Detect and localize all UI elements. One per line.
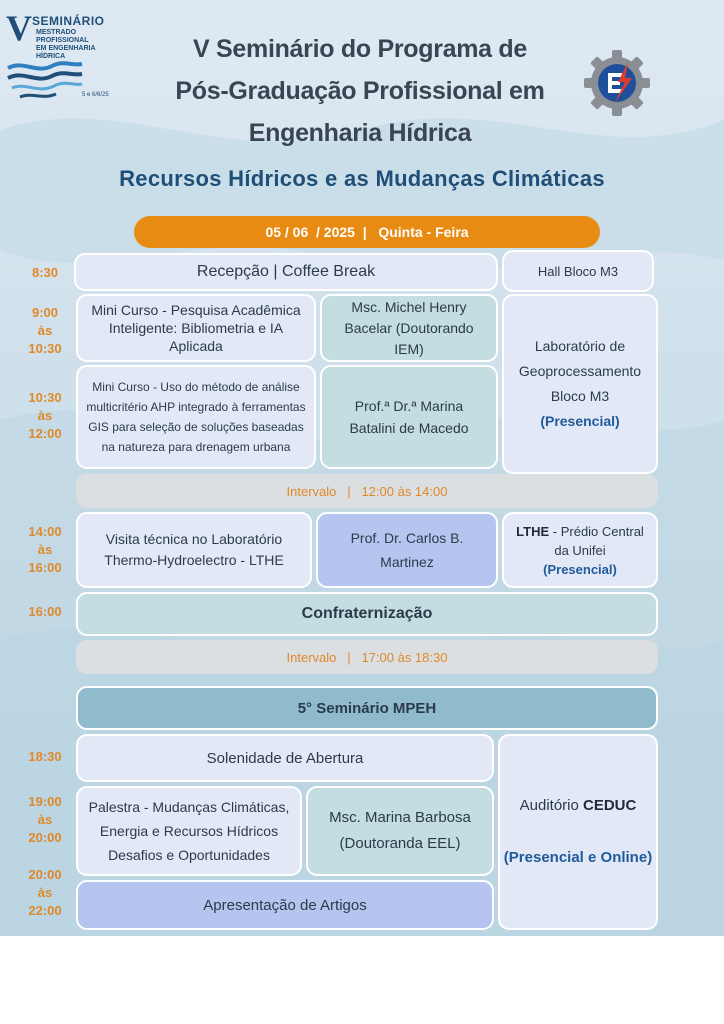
time-label	[20, 793, 70, 847]
reception-cell	[74, 253, 498, 291]
activity-text: Solenidade de Abertura	[206, 749, 364, 767]
seminar-logo	[6, 10, 118, 100]
speaker-cell	[320, 365, 498, 469]
break-row	[76, 474, 658, 508]
location-text: Auditório	[519, 797, 584, 814]
logo-line: MESTRADO	[36, 29, 77, 36]
location-auditorio-cell	[498, 734, 658, 930]
time-label	[20, 603, 70, 621]
visit-cell	[76, 512, 312, 588]
mode-text: (Presencial)	[543, 561, 617, 577]
time-text: 20:00	[28, 830, 62, 845]
section-header	[76, 686, 658, 730]
page-title	[140, 28, 580, 154]
activity-text: Confraternização	[301, 605, 433, 622]
minicourse-1-cell	[76, 294, 316, 362]
subtitle: Recursos Hídricos e as Mudanças Climáticas	[119, 166, 605, 191]
time-text: 16:00	[28, 604, 62, 619]
logo-v: V	[6, 8, 32, 48]
title-line: Pós-Graduação Profissional em	[175, 77, 545, 105]
logo-line: EM ENGENHARIA	[36, 45, 96, 52]
speaker-cell	[320, 294, 498, 362]
time-text: às	[37, 812, 53, 827]
time-label	[20, 304, 70, 358]
logo-seminario: SEMINÁRIO	[32, 14, 105, 28]
speaker-text: Prof.ª Dr.ª Marina Batalini de Macedo	[349, 398, 469, 436]
time-text: 10:30	[28, 390, 62, 405]
speaker-text: Msc. Michel Henry Bacelar (Doutorando IEM)	[344, 298, 474, 357]
logo-text	[36, 29, 96, 61]
location-text: - Prédio Central da Unifei	[549, 523, 644, 558]
title-line: V Seminário do Programa de	[193, 35, 527, 63]
time-text: às	[37, 323, 53, 338]
section-title: 5° Seminário MPEH	[297, 699, 437, 717]
time-text: 16:00	[28, 560, 62, 575]
time-label	[20, 389, 70, 443]
time-text: 22:00	[28, 903, 62, 918]
papers-cell	[76, 880, 494, 930]
speaker-text: Prof. Dr. Carlos B. Martinez	[350, 530, 464, 570]
minicourse-2-cell	[76, 365, 316, 469]
gear-logo-icon	[582, 48, 652, 118]
speaker-text: Msc. Marina Barbosa (Doutoranda EEL)	[329, 809, 471, 852]
location-lab-cell	[502, 294, 658, 474]
activity-text: Mini Curso - Pesquisa Acadêmica Inteligente: Bibliometria e IA Aplicada	[91, 302, 301, 354]
activity-text: Desafios e Oportunidades	[108, 847, 270, 863]
speaker-cell	[316, 512, 498, 588]
time-label	[20, 748, 70, 766]
opening-cell	[76, 734, 494, 782]
time-label	[20, 523, 70, 577]
logo-line: PROFISSIONAL	[36, 37, 89, 44]
break-row	[76, 640, 658, 674]
activity-text: Palestra - Mudanças Climáticas,	[88, 799, 290, 815]
time-text: às	[37, 408, 53, 423]
logo-line: HÍDRICA	[36, 53, 66, 60]
break-text: Intervalo | 17:00 às 18:30	[286, 649, 448, 665]
speaker-cell	[306, 786, 494, 876]
title-line: Engenharia Hídrica	[248, 119, 472, 147]
time-text: às	[37, 885, 53, 900]
wave-logo-icon	[6, 58, 86, 102]
location-text: Laboratório de	[534, 338, 626, 354]
time-text: 19:00	[28, 794, 62, 809]
location-text: Bloco M3	[550, 388, 610, 404]
time-text: 9:00	[31, 305, 59, 320]
time-label	[20, 264, 70, 282]
location-text: Hall Bloco M3	[537, 263, 619, 279]
activity-text: Energia e Recursos Hídricos	[99, 823, 279, 839]
location-text: Geoprocessamento	[518, 363, 642, 379]
time-text: 10:30	[28, 341, 62, 356]
date-banner: 05 / 06 / 2025 | Quinta - Feira	[134, 216, 600, 248]
activity-text: Mini Curso - Uso do método de análise multicritério AHP integrado à ferramentas GIS para seleção de soluções baseadas na natureza para drenagem urbana	[86, 380, 306, 454]
activity-text: Apresentação de Artigos	[203, 896, 367, 914]
break-text: Intervalo | 12:00 às 14:00	[286, 483, 448, 499]
logo-date: 5 e 6/6/25	[82, 92, 109, 98]
time-text: 18:30	[28, 749, 62, 764]
lecture-cell	[76, 786, 302, 876]
activity-text: Visita técnica no Laboratório Thermo-Hydroelectro - LTHE	[104, 531, 284, 568]
time-text: 20:00	[28, 867, 62, 882]
time-text: às	[37, 542, 53, 557]
location-lthe-cell	[502, 512, 658, 588]
location-bold: LTHE	[516, 523, 550, 539]
party-cell	[76, 592, 658, 636]
mode-text: (Presencial e Online)	[503, 849, 653, 866]
time-text: 14:00	[28, 524, 62, 539]
location-bold: CEDUC	[583, 797, 637, 814]
time-text: 12:00	[28, 426, 62, 441]
mode-text: (Presencial)	[540, 413, 620, 429]
time-text: 8:30	[31, 265, 59, 280]
time-label	[20, 866, 70, 920]
location-hall-cell	[502, 250, 654, 292]
activity-text: Recepção | Coffee Break	[196, 263, 376, 280]
